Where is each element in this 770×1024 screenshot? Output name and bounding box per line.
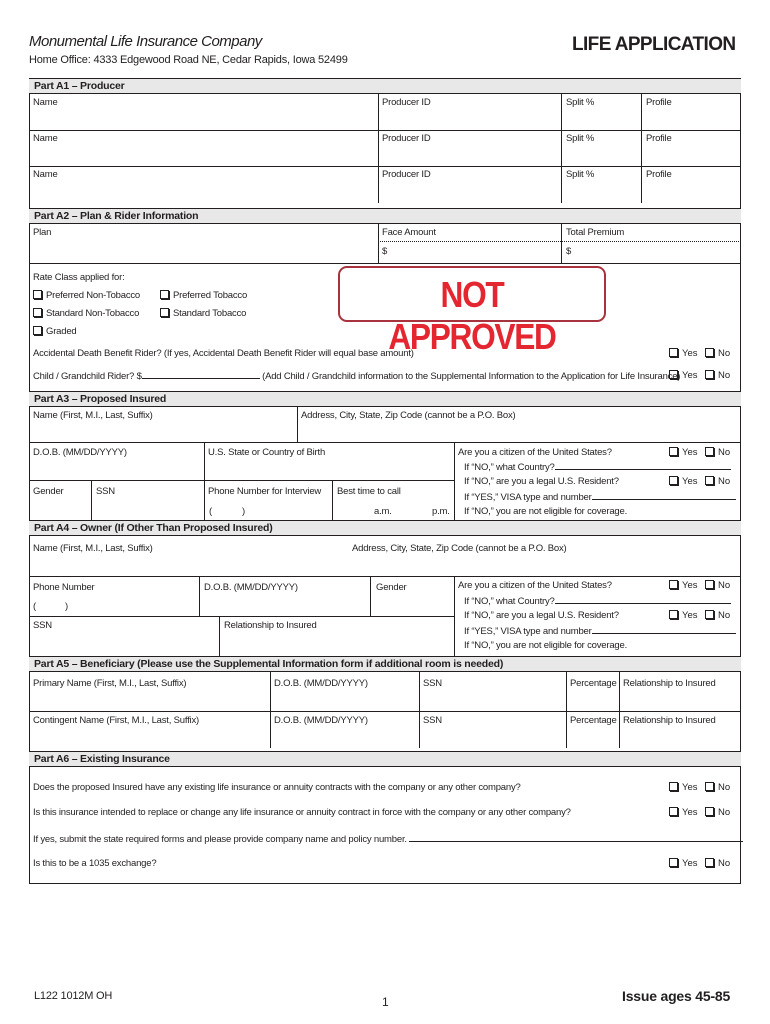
a3-dob-label: D.O.B. (MM/DD/YYYY) xyxy=(33,447,127,458)
company-address: Home Office: 4333 Edgewood Road NE, Cedar Rapids, Iowa 52499 xyxy=(29,54,348,66)
a3-name-label: Name (First, M.I., Last, Suffix) xyxy=(33,410,153,421)
a6-q2-yes[interactable]: Yes xyxy=(669,807,698,818)
a3-ssn-label: SSN xyxy=(96,486,115,497)
a4-dob-label: D.O.B. (MM/DD/YYYY) xyxy=(204,582,298,593)
a5-primary-relationship-label: Relationship to Insured xyxy=(623,678,716,689)
section-a3-header: Part A3 – Proposed Insured xyxy=(29,391,741,407)
company-policy-line[interactable] xyxy=(409,833,743,842)
option-preferred-non-tobacco[interactable]: Preferred Non-Tobacco xyxy=(33,290,140,301)
a5-primary-ssn-label: SSN xyxy=(423,678,442,689)
a1-producer-id-label-3: Producer ID xyxy=(382,169,431,180)
child-yes[interactable]: Yes xyxy=(669,370,698,381)
a4-relationship-label: Relationship to Insured xyxy=(224,620,317,631)
a3-birth-label: U.S. State or Country of Birth xyxy=(208,447,326,458)
rate-class-label: Rate Class applied for: xyxy=(33,272,125,283)
a1-profile-label-2: Profile xyxy=(646,133,672,144)
section-a1-header: Part A1 – Producer xyxy=(29,78,741,94)
a4-ssn-label: SSN xyxy=(33,620,52,631)
a4-address-label: Address, City, State, Zip Code (cannot be a P.O. Box) xyxy=(352,543,567,554)
a2-total-premium-label: Total Premium xyxy=(566,227,625,238)
not-approved-stamp: NOT APPROVED xyxy=(338,266,606,322)
a4-gender-label: Gender xyxy=(376,582,407,593)
checkbox-icon[interactable] xyxy=(669,610,678,619)
a1-name-label-2: Name xyxy=(33,133,58,144)
checkbox-icon[interactable] xyxy=(705,476,714,485)
a3-pm-label: p.m. xyxy=(432,506,450,517)
checkbox-icon[interactable] xyxy=(33,308,42,317)
checkbox-icon[interactable] xyxy=(705,370,714,379)
a3-best-time-label: Best time to call xyxy=(337,486,401,497)
a6-question-2: Is this insurance intended to replace or change any life insurance or annuity contract in force with the company or any other company? xyxy=(33,807,571,818)
adb-rider-question: Accidental Death Benefit Rider? (If yes, Accidental Death Benefit Rider will equal base amount) xyxy=(33,348,414,359)
checkbox-icon[interactable] xyxy=(33,326,42,335)
page-number: 1 xyxy=(382,995,389,1009)
section-a6-header: Part A6 – Existing Insurance xyxy=(29,751,741,767)
a1-split-label-2: Split % xyxy=(566,133,595,144)
a2-plan-label: Plan xyxy=(33,227,52,238)
a5-contingent-percentage-label: Percentage xyxy=(570,715,617,726)
a6-question-1: Does the proposed Insured have any existing life insurance or annuity contracts with the company or any other company? xyxy=(33,782,521,793)
child-no[interactable]: No xyxy=(705,370,730,381)
a2-face-dollar: $ xyxy=(382,246,388,257)
a3-am-label: a.m. xyxy=(374,506,392,517)
option-preferred-tobacco[interactable]: Preferred Tobacco xyxy=(160,290,247,301)
a5-primary-label: Primary Name (First, M.I., Last, Suffix) xyxy=(33,678,187,689)
a3-what-country: If “NO,” what Country? xyxy=(464,461,731,473)
a4-what-country: If “NO,” what Country? xyxy=(464,595,731,607)
a6-question-4: Is this to be a 1035 exchange? xyxy=(33,858,157,869)
checkbox-icon[interactable] xyxy=(669,370,678,379)
a1-split-label-1: Split % xyxy=(566,97,595,108)
a4-resident-yes[interactable]: Yes xyxy=(669,610,698,621)
a4-citizen-no[interactable]: No xyxy=(705,580,730,591)
checkbox-icon[interactable] xyxy=(705,580,714,589)
a3-phone-paren-close: ) xyxy=(242,506,245,517)
a4-visa: If “YES,” VISA type and number xyxy=(464,625,736,637)
a1-name-label-3: Name xyxy=(33,169,58,180)
a2-premium-dollar: $ xyxy=(566,246,572,257)
issue-ages: Issue ages 45-85 xyxy=(622,988,731,1004)
a1-profile-label-1: Profile xyxy=(646,97,672,108)
a6-q2-no[interactable]: No xyxy=(705,807,730,818)
section-a4-header: Part A4 – Owner (If Other Than Proposed Insured) xyxy=(29,520,741,536)
checkbox-icon[interactable] xyxy=(33,290,42,299)
a6-question-3: If yes, submit the state required forms and please provide company name and policy number. xyxy=(33,833,743,845)
checkbox-icon[interactable] xyxy=(705,858,714,867)
a3-not-eligible: If “NO,” you are not eligible for coverage. xyxy=(464,506,628,517)
checkbox-icon[interactable] xyxy=(160,290,169,299)
a3-citizen-question: Are you a citizen of the United States? xyxy=(458,447,612,458)
checkbox-icon[interactable] xyxy=(160,308,169,317)
a5-contingent-label: Contingent Name (First, M.I., Last, Suffix) xyxy=(33,715,199,726)
option-standard-tobacco[interactable]: Standard Tobacco xyxy=(160,308,246,319)
a5-primary-percentage-label: Percentage xyxy=(570,678,617,689)
child-rider-question: Child / Grandchild Rider? $ (Add Child / Grandchild information to the Supplemental Information to the Application for Life Insurance) xyxy=(33,371,681,382)
a1-producer-id-label-2: Producer ID xyxy=(382,133,431,144)
a6-q1-no[interactable]: No xyxy=(705,782,730,793)
adb-yes[interactable]: Yes xyxy=(669,348,698,359)
checkbox-icon[interactable] xyxy=(669,580,678,589)
a2-face-amount-label: Face Amount xyxy=(382,227,436,238)
a4-phone-paren-open: ( xyxy=(33,601,36,612)
checkbox-icon[interactable] xyxy=(705,348,714,357)
a5-contingent-dob-label: D.O.B. (MM/DD/YYYY) xyxy=(274,715,368,726)
a4-phone-paren-close: ) xyxy=(65,601,68,612)
a6-q4-no[interactable]: No xyxy=(705,858,730,869)
a5-contingent-ssn-label: SSN xyxy=(423,715,442,726)
a1-split-label-3: Split % xyxy=(566,169,595,180)
a1-producer-id-label-1: Producer ID xyxy=(382,97,431,108)
section-a5-header: Part A5 – Beneficiary (Please use the Supplemental Information form if additional room is needed) xyxy=(29,656,741,672)
child-rider-amount-line[interactable] xyxy=(142,370,260,379)
checkbox-icon[interactable] xyxy=(669,447,678,456)
option-standard-non-tobacco[interactable]: Standard Non-Tobacco xyxy=(33,308,139,319)
a1-profile-label-3: Profile xyxy=(646,169,672,180)
checkbox-icon[interactable] xyxy=(669,476,678,485)
a4-citizen-yes[interactable]: Yes xyxy=(669,580,698,591)
a1-name-label-1: Name xyxy=(33,97,58,108)
checkbox-icon[interactable] xyxy=(669,348,678,357)
section-a2-header: Part A2 – Plan & Rider Information xyxy=(29,208,741,224)
a3-resident-yes[interactable]: Yes xyxy=(669,476,698,487)
a4-name-label: Name (First, M.I., Last, Suffix) xyxy=(33,543,153,554)
a4-resident-question: If “NO,” are you a legal U.S. Resident? xyxy=(464,610,619,621)
checkbox-icon[interactable] xyxy=(705,447,714,456)
a6-q1-yes[interactable]: Yes xyxy=(669,782,698,793)
a5-contingent-relationship-label: Relationship to Insured xyxy=(623,715,716,726)
a3-address-label: Address, City, State, Zip Code (cannot be a P.O. Box) xyxy=(301,410,516,421)
checkbox-icon[interactable] xyxy=(669,858,678,867)
a3-visa: If “YES,” VISA type and number xyxy=(464,491,736,503)
a3-citizen-yes[interactable]: Yes xyxy=(669,447,698,458)
a6-q4-yes[interactable]: Yes xyxy=(669,858,698,869)
a3-phone-paren-open: ( xyxy=(209,506,212,517)
checkbox-icon[interactable] xyxy=(669,807,678,816)
a3-resident-no[interactable]: No xyxy=(705,476,730,487)
a4-resident-no[interactable]: No xyxy=(705,610,730,621)
checkbox-icon[interactable] xyxy=(705,807,714,816)
a3-gender-label: Gender xyxy=(33,486,64,497)
company-name: Monumental Life Insurance Company xyxy=(29,33,262,50)
form-code: L122 1012M OH xyxy=(34,990,113,1002)
form-title: LIFE APPLICATION xyxy=(572,34,736,55)
checkbox-icon[interactable] xyxy=(669,782,678,791)
a4-phone-label: Phone Number xyxy=(33,582,95,593)
a4-citizen-question: Are you a citizen of the United States? xyxy=(458,580,612,591)
a4-not-eligible: If “NO,” you are not eligible for coverage. xyxy=(464,640,628,651)
checkbox-icon[interactable] xyxy=(705,782,714,791)
adb-no[interactable]: No xyxy=(705,348,730,359)
a3-citizen-no[interactable]: No xyxy=(705,447,730,458)
a5-primary-dob-label: D.O.B. (MM/DD/YYYY) xyxy=(274,678,368,689)
a3-phone-label: Phone Number for Interview xyxy=(208,486,322,497)
checkbox-icon[interactable] xyxy=(705,610,714,619)
option-graded[interactable]: Graded xyxy=(33,326,77,337)
a3-resident-question: If “NO,” are you a legal U.S. Resident? xyxy=(464,476,619,487)
